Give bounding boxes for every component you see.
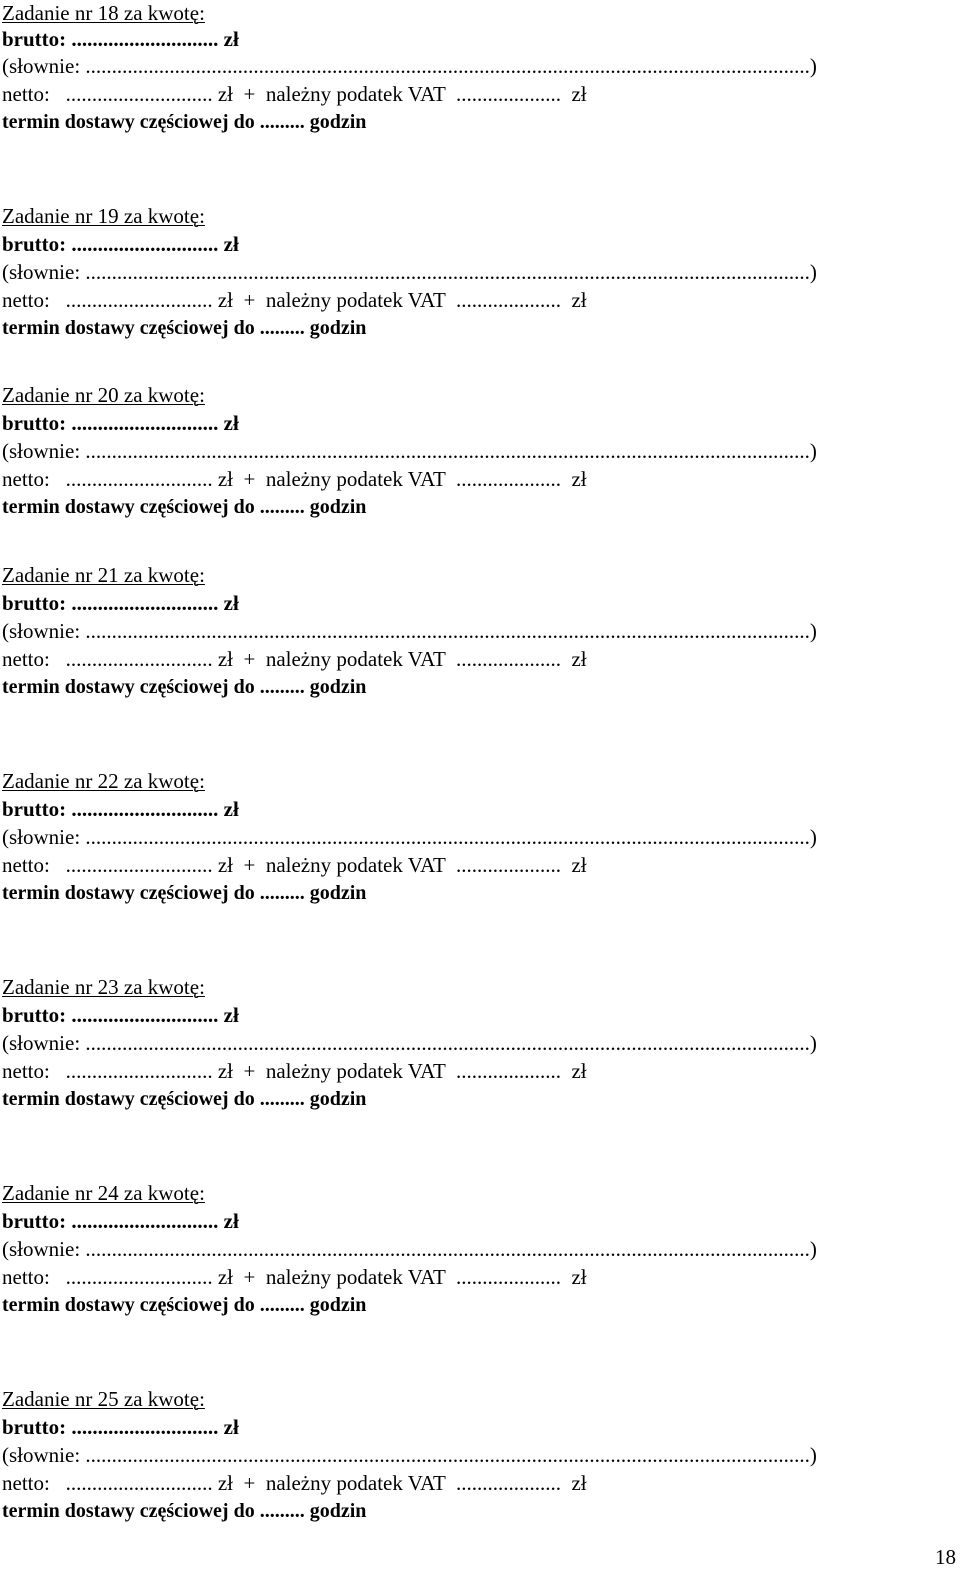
termin-line: termin dostawy częściowej do ......... godzin — [2, 317, 367, 339]
brutto-line: brutto: ............................ zł — [2, 1003, 239, 1027]
termin-line: termin dostawy częściowej do ......... godzin — [2, 111, 367, 133]
task-heading: Zadanie nr 19 za kwotę: — [2, 204, 205, 228]
brutto-line: brutto: ............................ zł — [2, 1209, 239, 1233]
slownie-line: (słownie: ..........................................................................................................................................) — [2, 439, 817, 463]
slownie-line: (słownie: ..........................................................................................................................................) — [2, 825, 817, 849]
page-number: 18 — [935, 1545, 956, 1569]
brutto-line: brutto: ............................ zł — [2, 797, 239, 821]
slownie-line: (słownie: ..........................................................................................................................................) — [2, 1031, 817, 1055]
netto-line: netto: ............................ zł + należny podatek VAT .................... zł — [2, 288, 587, 312]
termin-line: termin dostawy częściowej do ......... godzin — [2, 882, 367, 904]
task-heading: Zadanie nr 23 za kwotę: — [2, 975, 205, 999]
netto-line: netto: ............................ zł + należny podatek VAT .................... zł — [2, 1265, 587, 1289]
netto-line: netto: ............................ zł + należny podatek VAT .................... zł — [2, 82, 587, 106]
termin-line: termin dostawy częściowej do ......... godzin — [2, 496, 367, 518]
termin-line: termin dostawy częściowej do ......... godzin — [2, 676, 367, 698]
brutto-line: brutto: ............................ zł — [2, 27, 239, 51]
netto-line: netto: ............................ zł + należny podatek VAT .................... zł — [2, 1471, 587, 1495]
slownie-line: (słownie: ..........................................................................................................................................) — [2, 1443, 817, 1467]
brutto-line: brutto: ............................ zł — [2, 232, 239, 256]
termin-line: termin dostawy częściowej do ......... godzin — [2, 1500, 367, 1522]
brutto-line: brutto: ............................ zł — [2, 411, 239, 435]
netto-line: netto: ............................ zł + należny podatek VAT .................... zł — [2, 467, 587, 491]
netto-line: netto: ............................ zł + należny podatek VAT .................... zł — [2, 853, 587, 877]
netto-line: netto: ............................ zł + należny podatek VAT .................... zł — [2, 647, 587, 671]
task-heading: Zadanie nr 20 za kwotę: — [2, 383, 205, 407]
slownie-line: (słownie: ..........................................................................................................................................) — [2, 619, 817, 643]
task-heading: Zadanie nr 18 za kwotę: — [2, 1, 205, 25]
brutto-line: brutto: ............................ zł — [2, 591, 239, 615]
task-heading: Zadanie nr 24 za kwotę: — [2, 1181, 205, 1205]
task-heading: Zadanie nr 25 za kwotę: — [2, 1387, 205, 1411]
task-heading: Zadanie nr 22 za kwotę: — [2, 769, 205, 793]
slownie-line: (słownie: ..........................................................................................................................................) — [2, 54, 817, 78]
netto-line: netto: ............................ zł + należny podatek VAT .................... zł — [2, 1059, 587, 1083]
slownie-line: (słownie: ..........................................................................................................................................) — [2, 1237, 817, 1261]
termin-line: termin dostawy częściowej do ......... godzin — [2, 1088, 367, 1110]
slownie-line: (słownie: ..........................................................................................................................................) — [2, 260, 817, 284]
brutto-line: brutto: ............................ zł — [2, 1415, 239, 1439]
termin-line: termin dostawy częściowej do ......... godzin — [2, 1294, 367, 1316]
task-heading: Zadanie nr 21 za kwotę: — [2, 563, 205, 587]
